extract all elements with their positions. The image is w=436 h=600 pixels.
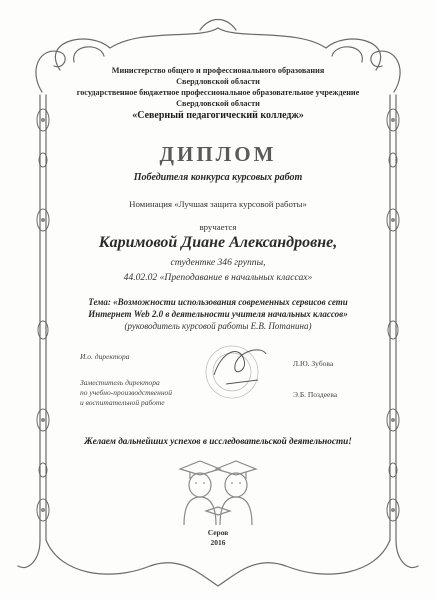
nomination: Номинация «Лучшая защита курсовой работы» — [129, 199, 307, 209]
diploma-subtitle: Победителя конкурса курсовых работ — [133, 172, 303, 183]
deputy-title-1: Заместитель директора — [80, 378, 160, 387]
graduates-emblem — [166, 455, 270, 527]
city: Серов — [207, 528, 229, 537]
diploma-title: ДИПЛОМ — [159, 142, 277, 166]
director-title: И.о. директора — [80, 352, 130, 361]
ministry-line: Министерство общего и профессионального образования — [111, 66, 325, 75]
supervisor: (руководитель курсовой работы Е.В. Потанина) — [124, 321, 312, 331]
institution-region-line: Свердловской области — [176, 99, 260, 108]
theme-line-1: Тема: «Возможности использования современных сервисов сети — [88, 297, 348, 307]
institution-type-line: государственное бюджетное профессиональное образовательное учреждение — [76, 88, 360, 97]
director-name: Л.Ю. Зубова — [293, 359, 334, 368]
college-name: «Северный педагогический колледж» — [132, 110, 304, 121]
wish-line: Желаем дальнейших успехов в исследовательской деятельности! — [84, 436, 352, 446]
recipient-group: студентке 346 группы, — [170, 257, 266, 268]
recipient-specialty: 44.02.02 «Преподавание в начальных классах» — [123, 272, 313, 283]
awarded-label: вручается — [199, 222, 237, 232]
deputy-title-2: по учебно-производственной — [80, 388, 173, 397]
theme-line-2: Интернет Web 2.0 в деятельности учителя начальных классов» — [88, 309, 348, 319]
deputy-name: Э.Б. Поздеева — [293, 390, 338, 399]
year: 2016 — [210, 538, 226, 547]
region-line: Свердловской области — [176, 77, 260, 86]
deputy-title-3: и воспитательной работе — [80, 398, 165, 407]
recipient-name: Каримовой Диане Александровне, — [98, 234, 338, 251]
